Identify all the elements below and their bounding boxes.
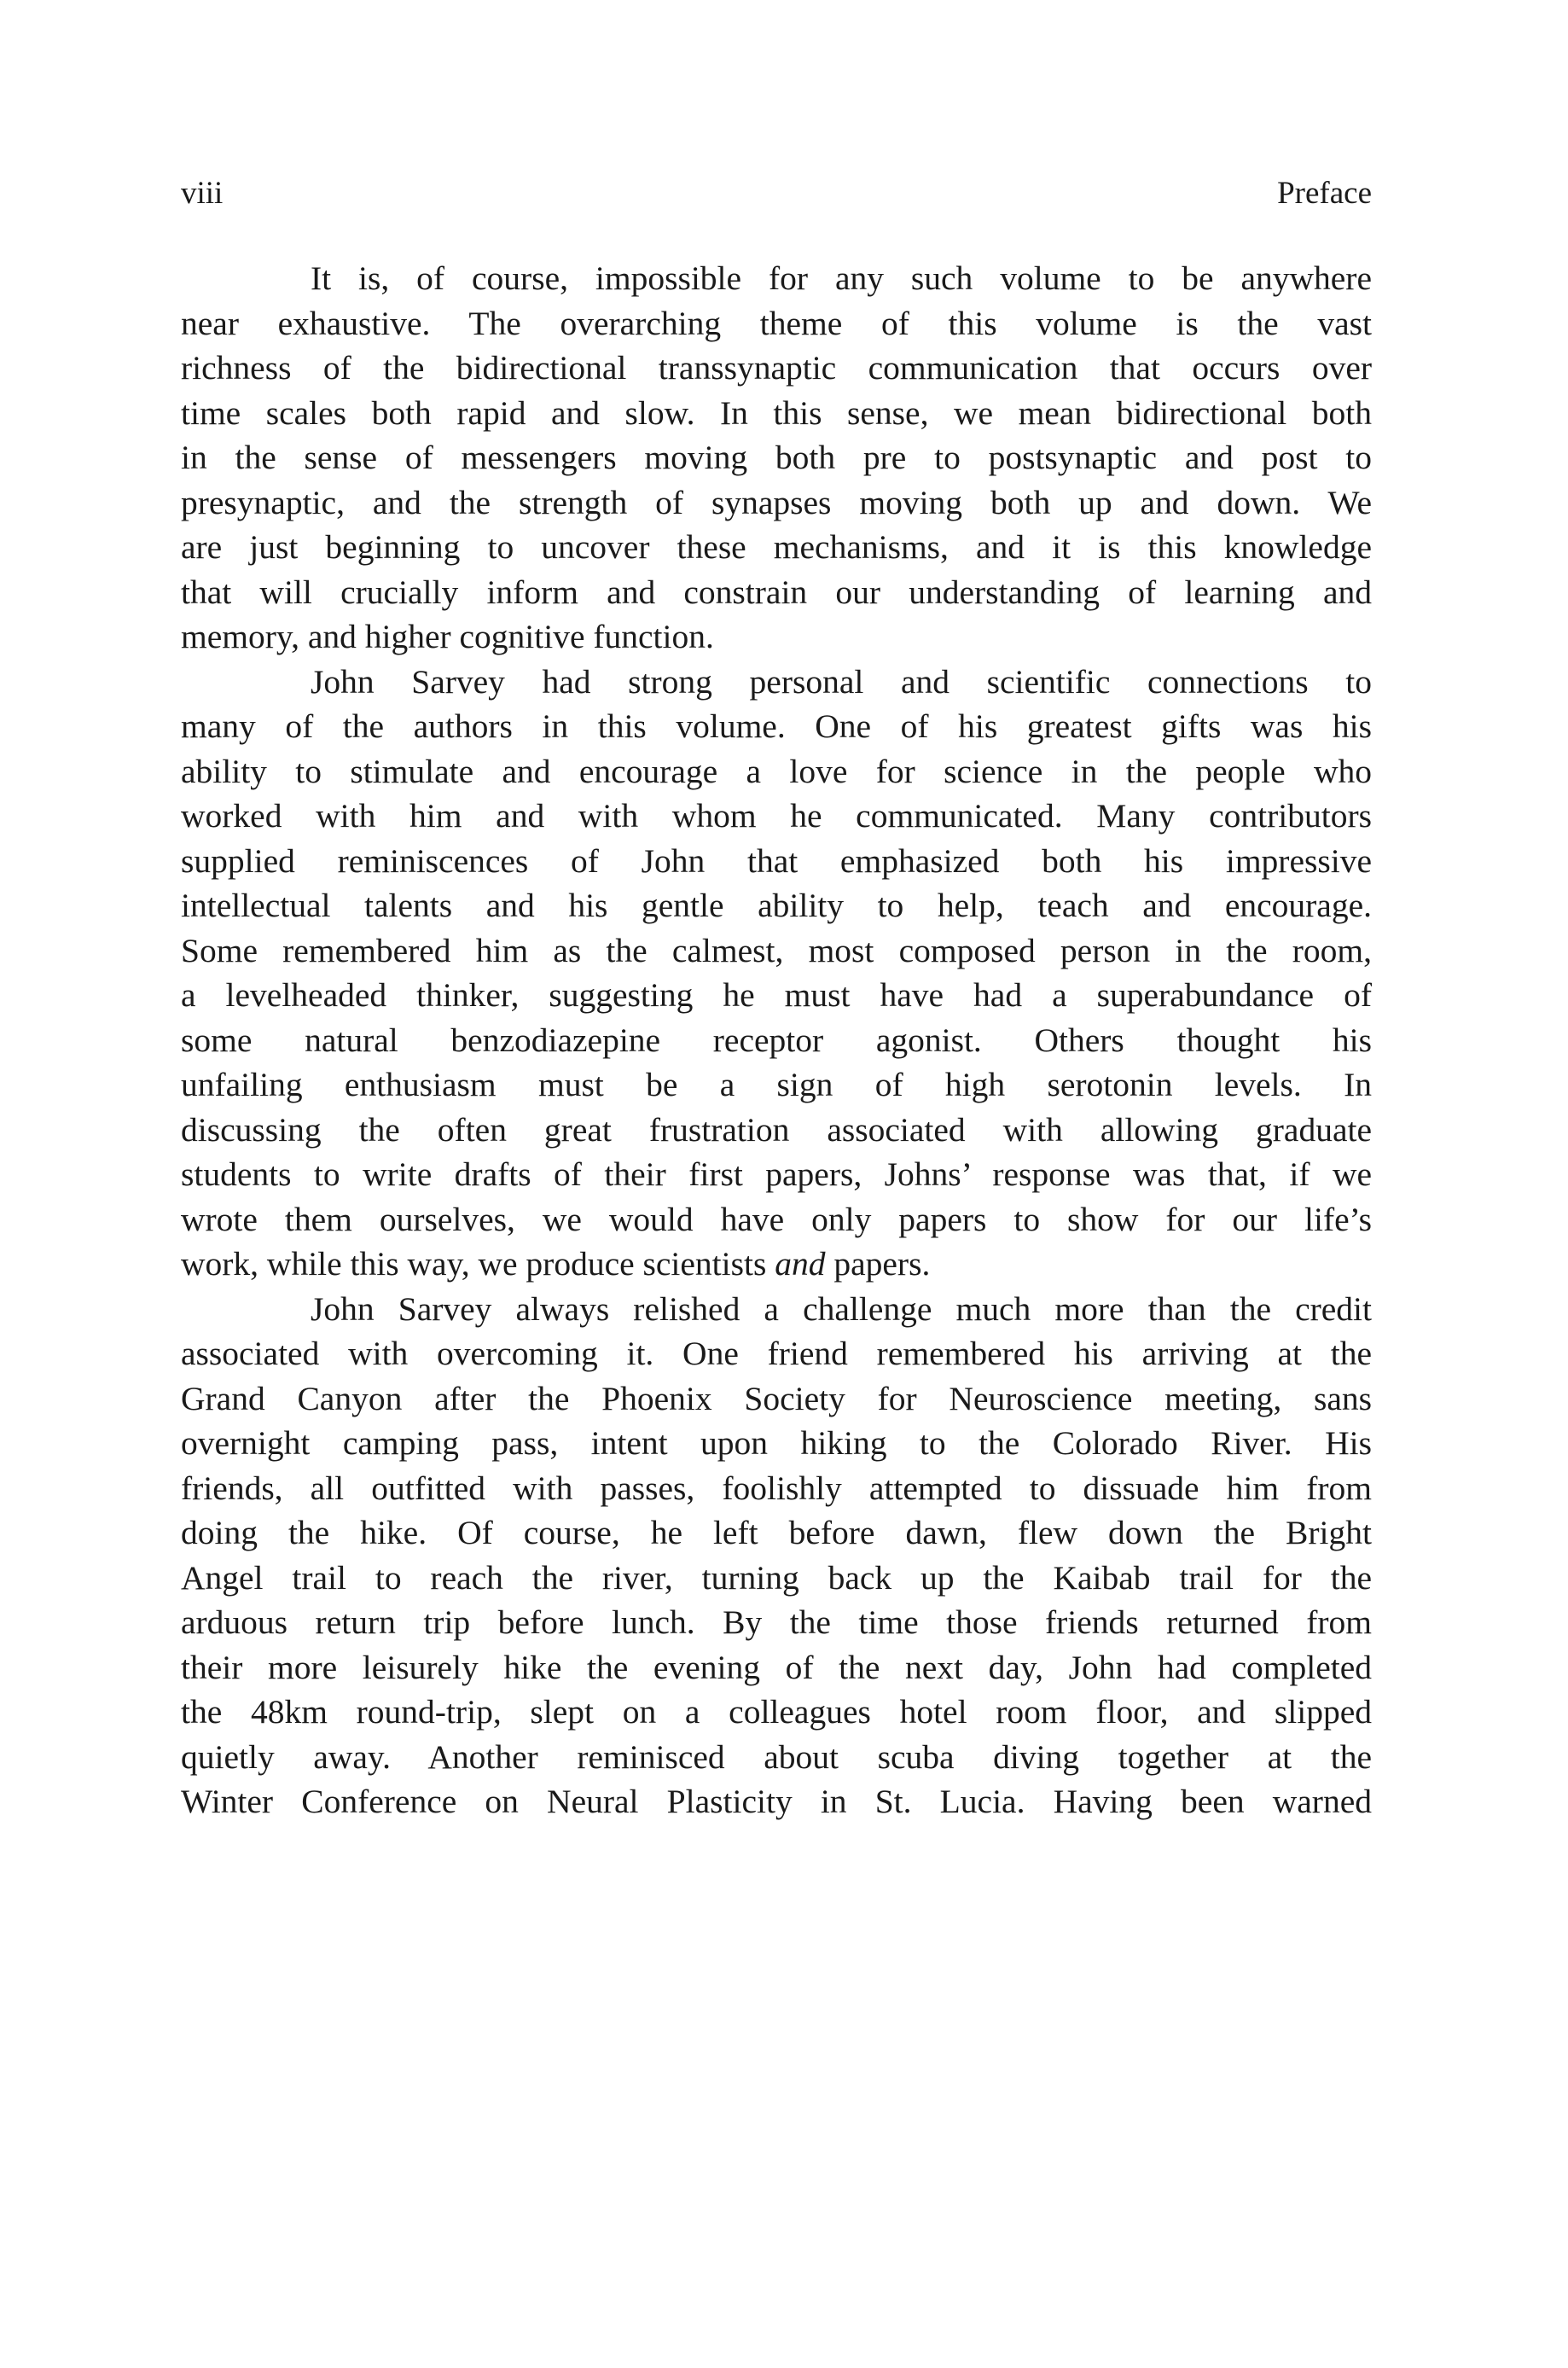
text-line: many of the authors in this volume. One of his greatest gifts was his <box>181 707 1372 745</box>
text-line: that will crucially inform and constrain our understanding of learning and <box>181 573 1372 611</box>
text-line: wrote them ourselves, we would have only papers to show for our life’s <box>181 1200 1372 1238</box>
page-number: viii <box>181 176 224 211</box>
text-line: the 48km round-trip, slept on a colleagues hotel room floor, and slipped <box>181 1693 1372 1731</box>
text-line: Winter Conference on Neural Plasticity in St. Lucia. Having been warned <box>181 1783 1372 1820</box>
text-line: presynaptic, and the strength of synapses moving both up and down. We <box>181 483 1372 521</box>
text-segment: papers. <box>825 1245 931 1283</box>
text-line: friends, all outfitted with passes, foolishly attempted to dissuade him from <box>181 1469 1372 1507</box>
text-line: quietly away. Another reminisced about scuba diving together at the <box>181 1737 1372 1776</box>
emphasized-word: and <box>775 1245 826 1283</box>
text-line: intellectual talents and his gentle ability to help, teach and encourage. <box>181 887 1372 924</box>
text-line: Angel trail to reach the river, turning back up the Kaibab trail for the <box>181 1558 1372 1597</box>
text-line: Some remembered him as the calmest, most composed person in the room, <box>181 931 1372 969</box>
paragraph-2 <box>181 660 1372 1287</box>
text-line: some natural benzodiazepine receptor agonist. Others thought his <box>181 1021 1372 1059</box>
paragraph-3 <box>181 1287 1372 1824</box>
text-line: near exhaustive. The overarching theme of this volume is the vast <box>181 304 1372 342</box>
body-text <box>181 256 1372 1824</box>
text-line: students to write drafts of their first papers, Johns’ response was that, if we <box>181 1155 1372 1193</box>
text-line: associated with overcoming it. One friend remembered his arriving at the <box>181 1335 1372 1372</box>
paragraph-1 <box>181 256 1372 660</box>
text-line: John Sarvey always relished a challenge much more than the credit <box>311 1289 1372 1328</box>
text-line: discussing the often great frustration associated with allowing graduate <box>181 1110 1372 1149</box>
text-line: memory, and higher cognitive function. <box>181 618 714 655</box>
text-line: arduous return trip before lunch. By the time those friends returned from <box>181 1603 1372 1641</box>
text-line: time scales both rapid and slow. In this sense, we mean bidirectional both <box>181 393 1372 432</box>
text-line-with-emphasis <box>181 1242 1372 1287</box>
text-line: It is, of course, impossible for any such volume to be anywhere <box>311 259 1372 297</box>
text-line: their more leisurely hike the evening of the next day, John had completed <box>181 1648 1372 1686</box>
text-line: John Sarvey had strong personal and scientific connections to <box>311 662 1372 701</box>
text-line: in the sense of messengers moving both pre to postsynaptic and post to <box>181 439 1372 476</box>
text-line: supplied reminiscences of John that emphasized both his impressive <box>181 841 1372 880</box>
text-line: Grand Canyon after the Phoenix Society for Neuroscience meeting, sans <box>181 1379 1372 1417</box>
text-line: a levelheaded thinker, suggesting he must have had a superabundance of <box>181 976 1372 1014</box>
text-line: richness of the bidirectional transsynaptic communication that occurs over <box>181 349 1372 387</box>
text-segment: work, while this way, we produce scientists <box>181 1245 775 1283</box>
text-line: unfailing enthusiasm must be a sign of high serotonin levels. In <box>181 1066 1372 1103</box>
text-line: worked with him and with whom he communicated. Many contributors <box>181 797 1372 835</box>
text-line: doing the hike. Of course, he left before dawn, flew down the Bright <box>181 1514 1372 1551</box>
text-line: are just beginning to uncover these mechanisms, and it is this knowledge <box>181 528 1372 566</box>
running-head <box>181 172 1372 215</box>
running-title: Preface <box>1277 176 1372 211</box>
text-line: overnight camping pass, intent upon hiking to the Colorado River. His <box>181 1424 1372 1462</box>
text-line: ability to stimulate and encourage a love for science in the people who <box>181 752 1372 790</box>
